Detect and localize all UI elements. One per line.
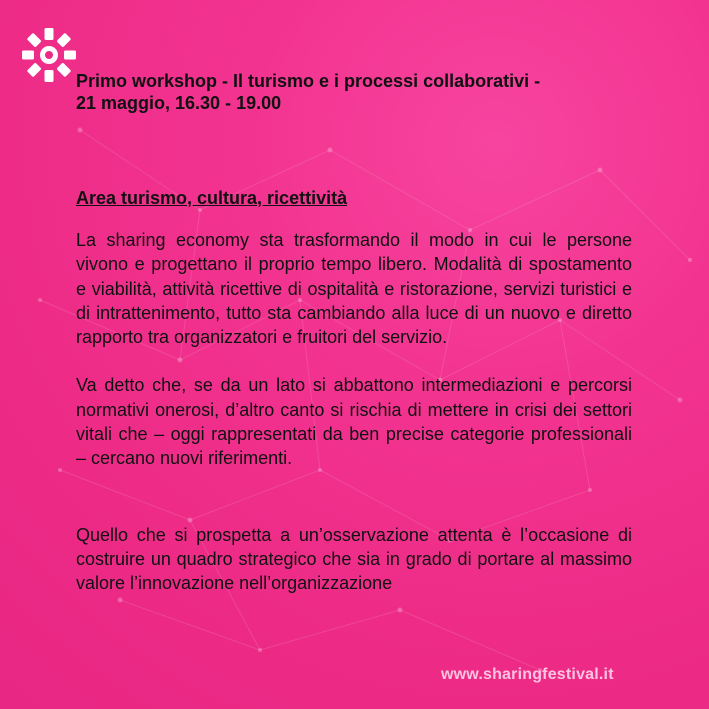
website-url: www.sharingfestival.it (441, 666, 614, 683)
workshop-title-line-1: Primo workshop - Il turismo e i processi collaborativi - (76, 71, 541, 91)
poster-content (76, 70, 632, 596)
workshop-title-line-2: 21 maggio, 16.30 - 19.00 (76, 93, 282, 113)
paragraph-3: Quello che si prospetta a un’osservazione attenta è l’occasione di costruire un quadro strategico che sia in grado di portare al massimo valore l’innovazione nell’organizzazione (76, 524, 632, 594)
section-heading: Area turismo, cultura, ricettività (76, 188, 348, 208)
paragraph-2: Va detto che, se da un lato si abbattono intermediazioni e percorsi normativi onerosi, d’altro canto si rischia di mettere in crisi dei settori vitali che – oggi rappresentati da ben precise categorie professionali – cercano nuovi riferimenti. (76, 375, 632, 469)
workshop-title (76, 70, 632, 114)
sharing-festival-logo-icon (18, 24, 80, 86)
paragraph-1: La sharing economy sta trasformando il modo in cui le persone vivono e progettano il proprio tempo libero. Modalità di spostamento e viabilità, attività ricettive di ospitalità e ristorazione, servizi turistici e di intrattenimento, tutto sta cambiando alla luce di un nuovo e diretto rapporto tra organizzatori e fruitori del servizio. (76, 230, 632, 348)
